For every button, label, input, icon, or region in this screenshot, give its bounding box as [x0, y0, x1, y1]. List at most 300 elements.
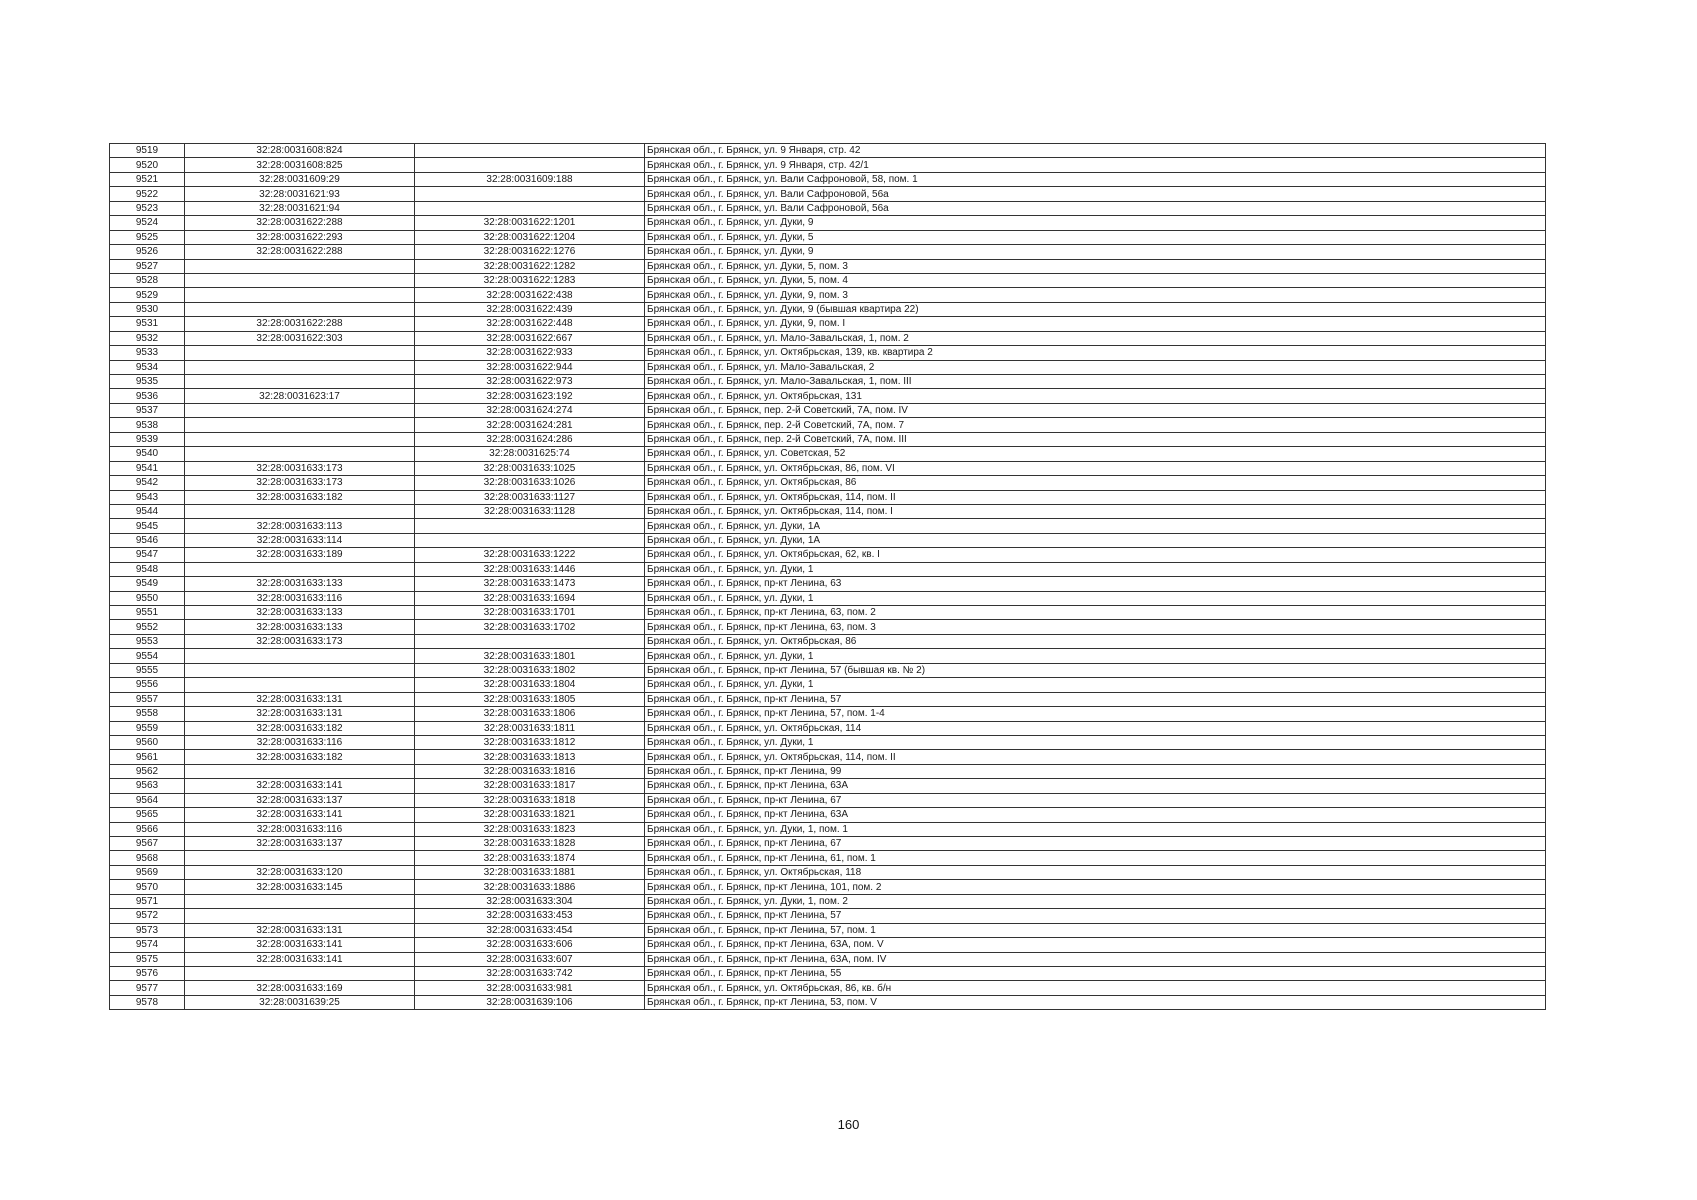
parent-cadastral-cell [185, 894, 415, 908]
parent-cadastral-cell: 32:28:0031633:173 [185, 634, 415, 648]
row-number-cell: 9539 [110, 432, 185, 446]
table-row [110, 230, 1546, 244]
row-number-cell: 9544 [110, 504, 185, 518]
cadastral-number-cell: 32:28:0031633:1473 [415, 577, 645, 591]
address-cell: Брянская обл., г. Брянск, ул. Октябрьская, 86, кв. б/н [645, 981, 1546, 995]
registry-table-body [110, 144, 1546, 1010]
parent-cadastral-cell: 32:28:0031633:141 [185, 938, 415, 952]
table-row [110, 577, 1546, 591]
row-number-cell: 9528 [110, 273, 185, 287]
row-number-cell: 9547 [110, 548, 185, 562]
address-cell: Брянская обл., г. Брянск, пр-кт Ленина, 57, пом. 1 [645, 923, 1546, 937]
cadastral-number-cell: 32:28:0031622:667 [415, 331, 645, 345]
parent-cadastral-cell: 32:28:0031639:25 [185, 995, 415, 1009]
address-cell: Брянская обл., г. Брянск, ул. Дуки, 1 [645, 735, 1546, 749]
cadastral-number-cell: 32:28:0031624:274 [415, 403, 645, 417]
cadastral-number-cell: 32:28:0031633:1817 [415, 779, 645, 793]
cadastral-number-cell: 32:28:0031633:1127 [415, 490, 645, 504]
address-cell: Брянская обл., г. Брянск, пр-кт Ленина, 57, пом. 1-4 [645, 707, 1546, 721]
address-cell: Брянская обл., г. Брянск, пр-кт Ленина, 99 [645, 764, 1546, 778]
table-row [110, 909, 1546, 923]
cadastral-number-cell: 32:28:0031633:1128 [415, 504, 645, 518]
cadastral-number-cell: 32:28:0031633:1702 [415, 620, 645, 634]
parent-cadastral-cell [185, 562, 415, 576]
cadastral-number-cell: 32:28:0031633:1802 [415, 663, 645, 677]
address-cell: Брянская обл., г. Брянск, пр-кт Ленина, 57 (бывшая кв. № 2) [645, 663, 1546, 677]
cadastral-number-cell: 32:28:0031633:1694 [415, 591, 645, 605]
address-cell: Брянская обл., г. Брянск, пр-кт Ленина, 67 [645, 837, 1546, 851]
address-cell: Брянская обл., г. Брянск, пр-кт Ленина, 57 [645, 692, 1546, 706]
row-number-cell: 9553 [110, 634, 185, 648]
cadastral-number-cell: 32:28:0031624:281 [415, 418, 645, 432]
row-number-cell: 9559 [110, 721, 185, 735]
address-cell: Брянская обл., г. Брянск, пр-кт Ленина, 63А, пом. V [645, 938, 1546, 952]
row-number-cell: 9535 [110, 375, 185, 389]
registry-sheet [109, 143, 1545, 1010]
address-cell: Брянская обл., г. Брянск, ул. Дуки, 1А [645, 533, 1546, 547]
row-number-cell: 9537 [110, 403, 185, 417]
cadastral-number-cell: 32:28:0031625:74 [415, 447, 645, 461]
address-cell: Брянская обл., г. Брянск, ул. Дуки, 1А [645, 519, 1546, 533]
cadastral-number-cell: 32:28:0031639:106 [415, 995, 645, 1009]
parent-cadastral-cell: 32:28:0031608:825 [185, 158, 415, 172]
cadastral-number-cell: 32:28:0031624:286 [415, 432, 645, 446]
table-row [110, 273, 1546, 287]
table-row [110, 865, 1546, 879]
cadastral-number-cell: 32:28:0031633:1446 [415, 562, 645, 576]
row-number-cell: 9533 [110, 346, 185, 360]
parent-cadastral-cell: 32:28:0031633:145 [185, 880, 415, 894]
table-row [110, 822, 1546, 836]
address-cell: Брянская обл., г. Брянск, пер. 2-й Советский, 7А, пом. III [645, 432, 1546, 446]
parent-cadastral-cell: 32:28:0031633:182 [185, 490, 415, 504]
table-row [110, 418, 1546, 432]
parent-cadastral-cell: 32:28:0031621:93 [185, 187, 415, 201]
cadastral-number-cell: 32:28:0031633:1801 [415, 649, 645, 663]
row-number-cell: 9554 [110, 649, 185, 663]
table-row [110, 360, 1546, 374]
row-number-cell: 9523 [110, 201, 185, 215]
address-cell: Брянская обл., г. Брянск, ул. Вали Сафроновой, 56а [645, 201, 1546, 215]
cadastral-number-cell: 32:28:0031633:1816 [415, 764, 645, 778]
parent-cadastral-cell [185, 288, 415, 302]
table-row [110, 649, 1546, 663]
row-number-cell: 9558 [110, 707, 185, 721]
row-number-cell: 9545 [110, 519, 185, 533]
table-row [110, 707, 1546, 721]
cadastral-number-cell: 32:28:0031633:1701 [415, 606, 645, 620]
row-number-cell: 9551 [110, 606, 185, 620]
row-number-cell: 9578 [110, 995, 185, 1009]
table-row [110, 490, 1546, 504]
table-row [110, 158, 1546, 172]
cadastral-number-cell: 32:28:0031633:1806 [415, 707, 645, 721]
row-number-cell: 9571 [110, 894, 185, 908]
table-row [110, 938, 1546, 952]
row-number-cell: 9570 [110, 880, 185, 894]
table-row [110, 750, 1546, 764]
cadastral-number-cell: 32:28:0031633:1805 [415, 692, 645, 706]
address-cell: Брянская обл., г. Брянск, ул. Дуки, 9, пом. 3 [645, 288, 1546, 302]
row-number-cell: 9556 [110, 678, 185, 692]
cadastral-number-cell: 32:28:0031633:1222 [415, 548, 645, 562]
table-row [110, 793, 1546, 807]
cadastral-number-cell [415, 201, 645, 215]
row-number-cell: 9557 [110, 692, 185, 706]
address-cell: Брянская обл., г. Брянск, ул. Дуки, 1 [645, 562, 1546, 576]
table-row [110, 837, 1546, 851]
row-number-cell: 9562 [110, 764, 185, 778]
row-number-cell: 9565 [110, 808, 185, 822]
address-cell: Брянская обл., г. Брянск, пр-кт Ленина, 63А [645, 779, 1546, 793]
parent-cadastral-cell: 32:28:0031633:141 [185, 779, 415, 793]
parent-cadastral-cell [185, 649, 415, 663]
cadastral-number-cell: 32:28:0031633:606 [415, 938, 645, 952]
row-number-cell: 9540 [110, 447, 185, 461]
table-row [110, 808, 1546, 822]
table-row [110, 533, 1546, 547]
address-cell: Брянская обл., г. Брянск, ул. 9 Января, стр. 42/1 [645, 158, 1546, 172]
parent-cadastral-cell [185, 418, 415, 432]
table-row [110, 981, 1546, 995]
row-number-cell: 9538 [110, 418, 185, 432]
cadastral-number-cell: 32:28:0031622:933 [415, 346, 645, 360]
parent-cadastral-cell: 32:28:0031633:133 [185, 606, 415, 620]
parent-cadastral-cell [185, 851, 415, 865]
table-row [110, 692, 1546, 706]
cadastral-number-cell: 32:28:0031633:607 [415, 952, 645, 966]
row-number-cell: 9524 [110, 216, 185, 230]
parent-cadastral-cell: 32:28:0031633:120 [185, 865, 415, 879]
parent-cadastral-cell: 32:28:0031633:116 [185, 735, 415, 749]
address-cell: Брянская обл., г. Брянск, пр-кт Ленина, 63 [645, 577, 1546, 591]
row-number-cell: 9577 [110, 981, 185, 995]
table-row [110, 375, 1546, 389]
table-row [110, 245, 1546, 259]
parent-cadastral-cell [185, 259, 415, 273]
cadastral-number-cell [415, 158, 645, 172]
address-cell: Брянская обл., г. Брянск, ул. Дуки, 1 [645, 591, 1546, 605]
table-row [110, 259, 1546, 273]
row-number-cell: 9552 [110, 620, 185, 634]
row-number-cell: 9572 [110, 909, 185, 923]
cadastral-number-cell: 32:28:0031633:1821 [415, 808, 645, 822]
table-row [110, 403, 1546, 417]
address-cell: Брянская обл., г. Брянск, ул. Октябрьская, 114, пом. II [645, 490, 1546, 504]
address-cell: Брянская обл., г. Брянск, ул. Дуки, 1, пом. 1 [645, 822, 1546, 836]
table-row [110, 952, 1546, 966]
address-cell: Брянская обл., г. Брянск, ул. 9 Января, стр. 42 [645, 144, 1546, 158]
parent-cadastral-cell [185, 403, 415, 417]
table-row [110, 216, 1546, 230]
parent-cadastral-cell: 32:28:0031633:137 [185, 837, 415, 851]
page-number: 160 [837, 1117, 860, 1132]
row-number-cell: 9542 [110, 476, 185, 490]
cadastral-number-cell: 32:28:0031622:439 [415, 302, 645, 316]
row-number-cell: 9575 [110, 952, 185, 966]
row-number-cell: 9546 [110, 533, 185, 547]
parent-cadastral-cell: 32:28:0031622:288 [185, 317, 415, 331]
table-row [110, 678, 1546, 692]
cadastral-number-cell: 32:28:0031623:192 [415, 389, 645, 403]
cadastral-number-cell: 32:28:0031633:1818 [415, 793, 645, 807]
cadastral-number-cell: 32:28:0031622:1282 [415, 259, 645, 273]
parent-cadastral-cell: 32:28:0031633:173 [185, 476, 415, 490]
address-cell: Брянская обл., г. Брянск, ул. Октябрьская, 86, пом. VI [645, 461, 1546, 475]
address-cell: Брянская обл., г. Брянск, ул. Советская, 52 [645, 447, 1546, 461]
address-cell: Брянская обл., г. Брянск, ул. Октябрьская, 114 [645, 721, 1546, 735]
row-number-cell: 9534 [110, 360, 185, 374]
table-row [110, 764, 1546, 778]
address-cell: Брянская обл., г. Брянск, пр-кт Ленина, 67 [645, 793, 1546, 807]
address-cell: Брянская обл., г. Брянск, пр-кт Ленина, 55 [645, 966, 1546, 980]
parent-cadastral-cell: 32:28:0031608:824 [185, 144, 415, 158]
row-number-cell: 9550 [110, 591, 185, 605]
row-number-cell: 9560 [110, 735, 185, 749]
registry-table [109, 143, 1546, 1010]
address-cell: Брянская обл., г. Брянск, пер. 2-й Советский, 7А, пом. IV [645, 403, 1546, 417]
address-cell: Брянская обл., г. Брянск, ул. Октябрьская, 131 [645, 389, 1546, 403]
table-row [110, 302, 1546, 316]
address-cell: Брянская обл., г. Брянск, ул. Дуки, 9 [645, 216, 1546, 230]
parent-cadastral-cell [185, 302, 415, 316]
parent-cadastral-cell [185, 360, 415, 374]
cadastral-number-cell: 32:28:0031633:454 [415, 923, 645, 937]
table-row [110, 389, 1546, 403]
cadastral-number-cell: 32:28:0031633:1874 [415, 851, 645, 865]
row-number-cell: 9573 [110, 923, 185, 937]
address-cell: Брянская обл., г. Брянск, ул. Дуки, 1 [645, 678, 1546, 692]
row-number-cell: 9519 [110, 144, 185, 158]
address-cell: Брянская обл., г. Брянск, ул. Октябрьская, 86 [645, 634, 1546, 648]
address-cell: Брянская обл., г. Брянск, ул. Дуки, 5 [645, 230, 1546, 244]
cadastral-number-cell: 32:28:0031633:742 [415, 966, 645, 980]
parent-cadastral-cell: 32:28:0031633:137 [185, 793, 415, 807]
parent-cadastral-cell: 32:28:0031621:94 [185, 201, 415, 215]
parent-cadastral-cell: 32:28:0031622:303 [185, 331, 415, 345]
cadastral-number-cell: 32:28:0031633:1804 [415, 678, 645, 692]
cadastral-number-cell: 32:28:0031622:438 [415, 288, 645, 302]
address-cell: Брянская обл., г. Брянск, пр-кт Ленина, 63А, пом. IV [645, 952, 1546, 966]
row-number-cell: 9567 [110, 837, 185, 851]
parent-cadastral-cell: 32:28:0031633:114 [185, 533, 415, 547]
table-row [110, 447, 1546, 461]
row-number-cell: 9522 [110, 187, 185, 201]
table-row [110, 144, 1546, 158]
row-number-cell: 9555 [110, 663, 185, 677]
table-row [110, 187, 1546, 201]
cadastral-number-cell: 32:28:0031622:1276 [415, 245, 645, 259]
parent-cadastral-cell: 32:28:0031609:29 [185, 172, 415, 186]
cadastral-number-cell [415, 634, 645, 648]
address-cell: Брянская обл., г. Брянск, ул. Октябрьская, 118 [645, 865, 1546, 879]
row-number-cell: 9536 [110, 389, 185, 403]
address-cell: Брянская обл., г. Брянск, ул. Дуки, 9, пом. I [645, 317, 1546, 331]
cadastral-number-cell: 32:28:0031633:1881 [415, 865, 645, 879]
row-number-cell: 9576 [110, 966, 185, 980]
row-number-cell: 9531 [110, 317, 185, 331]
parent-cadastral-cell [185, 504, 415, 518]
cadastral-number-cell: 32:28:0031633:1811 [415, 721, 645, 735]
table-row [110, 331, 1546, 345]
table-row [110, 923, 1546, 937]
parent-cadastral-cell [185, 678, 415, 692]
table-row [110, 432, 1546, 446]
table-row [110, 201, 1546, 215]
address-cell: Брянская обл., г. Брянск, пр-кт Ленина, 61, пом. 1 [645, 851, 1546, 865]
address-cell: Брянская обл., г. Брянск, пер. 2-й Советский, 7А, пом. 7 [645, 418, 1546, 432]
cadastral-number-cell: 32:28:0031633:1823 [415, 822, 645, 836]
row-number-cell: 9563 [110, 779, 185, 793]
address-cell: Брянская обл., г. Брянск, ул. Октябрьская, 62, кв. I [645, 548, 1546, 562]
parent-cadastral-cell: 32:28:0031633:113 [185, 519, 415, 533]
cadastral-number-cell: 32:28:0031622:1201 [415, 216, 645, 230]
cadastral-number-cell: 32:28:0031622:1283 [415, 273, 645, 287]
row-number-cell: 9527 [110, 259, 185, 273]
table-row [110, 851, 1546, 865]
parent-cadastral-cell [185, 447, 415, 461]
parent-cadastral-cell [185, 432, 415, 446]
table-row [110, 461, 1546, 475]
row-number-cell: 9525 [110, 230, 185, 244]
cadastral-number-cell: 32:28:0031633:981 [415, 981, 645, 995]
table-row [110, 620, 1546, 634]
address-cell: Брянская обл., г. Брянск, ул. Октябрьская, 139, кв. квартира 2 [645, 346, 1546, 360]
table-row [110, 606, 1546, 620]
address-cell: Брянская обл., г. Брянск, ул. Октябрьская, 114, пом. II [645, 750, 1546, 764]
cadastral-number-cell [415, 519, 645, 533]
address-cell: Брянская обл., г. Брянск, пр-кт Ленина, 63, пом. 3 [645, 620, 1546, 634]
address-cell: Брянская обл., г. Брянск, ул. Дуки, 1, пом. 2 [645, 894, 1546, 908]
parent-cadastral-cell: 32:28:0031622:293 [185, 230, 415, 244]
table-row [110, 995, 1546, 1009]
row-number-cell: 9543 [110, 490, 185, 504]
address-cell: Брянская обл., г. Брянск, ул. Октябрьская, 114, пом. I [645, 504, 1546, 518]
row-number-cell: 9549 [110, 577, 185, 591]
cadastral-number-cell: 32:28:0031633:1828 [415, 837, 645, 851]
row-number-cell: 9520 [110, 158, 185, 172]
parent-cadastral-cell: 32:28:0031633:133 [185, 620, 415, 634]
parent-cadastral-cell: 32:28:0031633:141 [185, 952, 415, 966]
address-cell: Брянская обл., г. Брянск, ул. Вали Сафроновой, 58, пом. 1 [645, 172, 1546, 186]
parent-cadastral-cell: 32:28:0031633:133 [185, 577, 415, 591]
table-row [110, 663, 1546, 677]
parent-cadastral-cell: 32:28:0031623:17 [185, 389, 415, 403]
row-number-cell: 9532 [110, 331, 185, 345]
table-row [110, 562, 1546, 576]
table-row [110, 519, 1546, 533]
row-number-cell: 9530 [110, 302, 185, 316]
parent-cadastral-cell [185, 764, 415, 778]
cadastral-number-cell: 32:28:0031633:1813 [415, 750, 645, 764]
cadastral-number-cell: 32:28:0031609:188 [415, 172, 645, 186]
parent-cadastral-cell: 32:28:0031633:131 [185, 923, 415, 937]
parent-cadastral-cell [185, 966, 415, 980]
parent-cadastral-cell: 32:28:0031633:131 [185, 692, 415, 706]
cadastral-number-cell: 32:28:0031633:1812 [415, 735, 645, 749]
cadastral-number-cell: 32:28:0031633:453 [415, 909, 645, 923]
row-number-cell: 9574 [110, 938, 185, 952]
row-number-cell: 9526 [110, 245, 185, 259]
row-number-cell: 9529 [110, 288, 185, 302]
address-cell: Брянская обл., г. Брянск, пр-кт Ленина, 57 [645, 909, 1546, 923]
row-number-cell: 9521 [110, 172, 185, 186]
parent-cadastral-cell: 32:28:0031622:288 [185, 245, 415, 259]
cadastral-number-cell: 32:28:0031622:944 [415, 360, 645, 374]
cadastral-number-cell: 32:28:0031633:1886 [415, 880, 645, 894]
address-cell: Брянская обл., г. Брянск, ул. Мало-Завальская, 1, пом. 2 [645, 331, 1546, 345]
row-number-cell: 9568 [110, 851, 185, 865]
parent-cadastral-cell: 32:28:0031633:182 [185, 721, 415, 735]
parent-cadastral-cell: 32:28:0031633:173 [185, 461, 415, 475]
address-cell: Брянская обл., г. Брянск, ул. Дуки, 5, пом. 4 [645, 273, 1546, 287]
parent-cadastral-cell: 32:28:0031622:288 [185, 216, 415, 230]
parent-cadastral-cell [185, 909, 415, 923]
address-cell: Брянская обл., г. Брянск, пр-кт Ленина, 63, пом. 2 [645, 606, 1546, 620]
address-cell: Брянская обл., г. Брянск, ул. Мало-Завальская, 1, пом. III [645, 375, 1546, 389]
row-number-cell: 9564 [110, 793, 185, 807]
table-row [110, 591, 1546, 605]
cadastral-number-cell: 32:28:0031633:304 [415, 894, 645, 908]
row-number-cell: 9548 [110, 562, 185, 576]
parent-cadastral-cell [185, 346, 415, 360]
cadastral-number-cell: 32:28:0031633:1025 [415, 461, 645, 475]
cadastral-number-cell [415, 187, 645, 201]
row-number-cell: 9566 [110, 822, 185, 836]
parent-cadastral-cell [185, 375, 415, 389]
parent-cadastral-cell: 32:28:0031633:182 [185, 750, 415, 764]
address-cell: Брянская обл., г. Брянск, пр-кт Ленина, 53, пом. V [645, 995, 1546, 1009]
table-row [110, 894, 1546, 908]
cadastral-number-cell: 32:28:0031622:448 [415, 317, 645, 331]
cadastral-number-cell [415, 144, 645, 158]
parent-cadastral-cell: 32:28:0031633:189 [185, 548, 415, 562]
address-cell: Брянская обл., г. Брянск, ул. Дуки, 1 [645, 649, 1546, 663]
cadastral-number-cell: 32:28:0031633:1026 [415, 476, 645, 490]
parent-cadastral-cell: 32:28:0031633:116 [185, 591, 415, 605]
address-cell: Брянская обл., г. Брянск, пр-кт Ленина, 63А [645, 808, 1546, 822]
parent-cadastral-cell: 32:28:0031633:131 [185, 707, 415, 721]
address-cell: Брянская обл., г. Брянск, пр-кт Ленина, 101, пом. 2 [645, 880, 1546, 894]
table-row [110, 548, 1546, 562]
table-row [110, 880, 1546, 894]
parent-cadastral-cell: 32:28:0031633:141 [185, 808, 415, 822]
address-cell: Брянская обл., г. Брянск, ул. Мало-Завальская, 2 [645, 360, 1546, 374]
cadastral-number-cell: 32:28:0031622:1204 [415, 230, 645, 244]
table-row [110, 172, 1546, 186]
table-row [110, 346, 1546, 360]
table-row [110, 476, 1546, 490]
parent-cadastral-cell: 32:28:0031633:169 [185, 981, 415, 995]
address-cell: Брянская обл., г. Брянск, ул. Вали Сафроновой, 56а [645, 187, 1546, 201]
parent-cadastral-cell: 32:28:0031633:116 [185, 822, 415, 836]
cadastral-number-cell: 32:28:0031622:973 [415, 375, 645, 389]
address-cell: Брянская обл., г. Брянск, ул. Дуки, 9 (бывшая квартира 22) [645, 302, 1546, 316]
table-row [110, 735, 1546, 749]
row-number-cell: 9569 [110, 865, 185, 879]
address-cell: Брянская обл., г. Брянск, ул. Дуки, 9 [645, 245, 1546, 259]
address-cell: Брянская обл., г. Брянск, ул. Дуки, 5, пом. 3 [645, 259, 1546, 273]
address-cell: Брянская обл., г. Брянск, ул. Октябрьская, 86 [645, 476, 1546, 490]
table-row [110, 288, 1546, 302]
table-row [110, 504, 1546, 518]
table-row [110, 634, 1546, 648]
cadastral-number-cell [415, 533, 645, 547]
table-row [110, 721, 1546, 735]
parent-cadastral-cell [185, 663, 415, 677]
table-row [110, 966, 1546, 980]
row-number-cell: 9541 [110, 461, 185, 475]
